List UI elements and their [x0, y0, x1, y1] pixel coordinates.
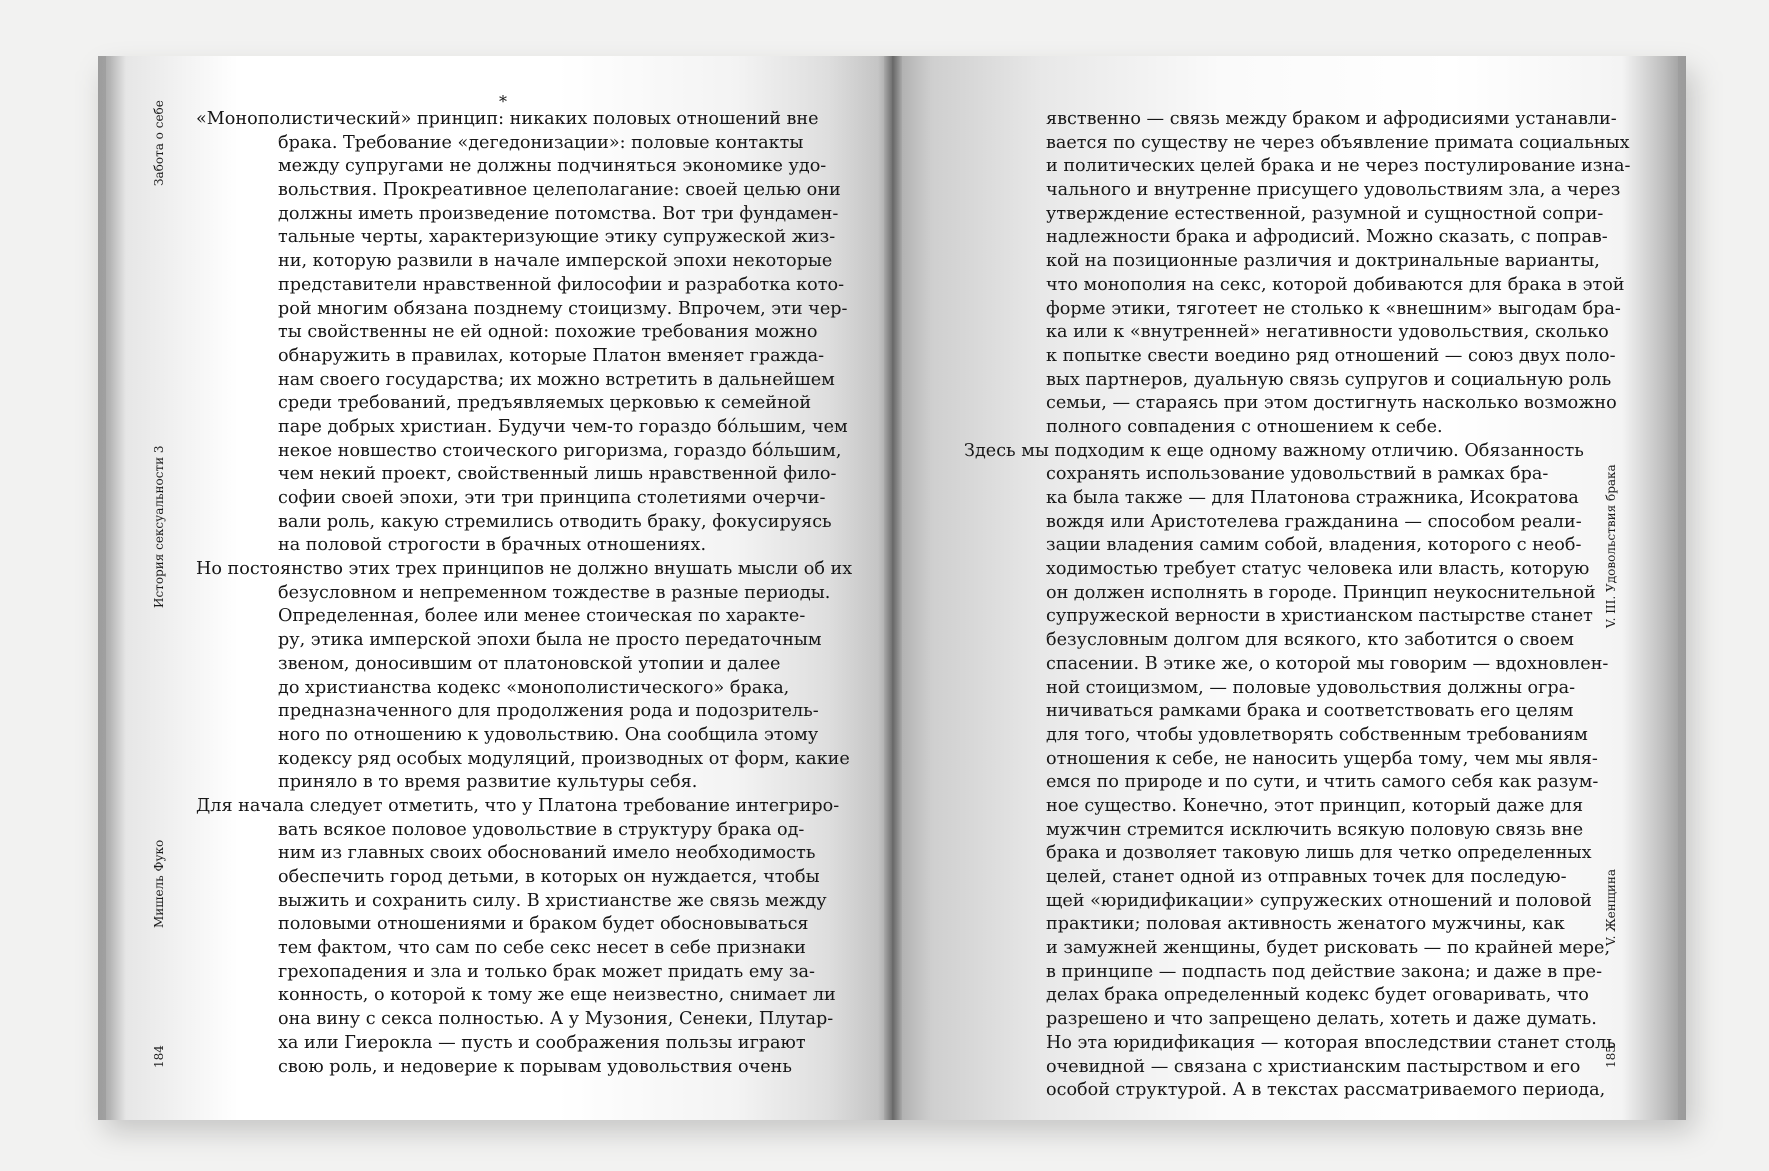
text-line: до христианства кодекс «монополистического» брака, [278, 677, 790, 698]
text-line: предназначенного для продолжения рода и подозритель- [278, 701, 819, 722]
text-line: между супругами не должны подчиняться экономике удо- [278, 156, 827, 177]
text-line: ное существо. Конечно, этот принцип, который даже для [1046, 795, 1584, 816]
right-running-header-part: V. Женщина [1604, 868, 1618, 946]
text-line: среди требований, предъявляемых церковью к семейной [278, 393, 812, 414]
text-line: чального и внутренне присущего удовольствиям зла, а через [1046, 180, 1621, 201]
left-running-header-author: Мишель Фуко [152, 839, 166, 928]
text-line: кой на позиционные различия и доктринальные варианты, [1046, 251, 1600, 272]
text-line: Но эта юридификация — которая впоследствии станет столь [1046, 1032, 1616, 1053]
text-line: разрешено и что запрещено делать, хотеть и даже думать. [1046, 1009, 1597, 1030]
left-page [98, 56, 892, 1120]
text-line: для того, чтобы удовлетворять собственным требованиям [1046, 724, 1588, 745]
text-line: и политических целей брака и не через постулирование изна- [1046, 156, 1631, 177]
text-line: особой структурой. А в текстах рассматриваемого периода, [1046, 1080, 1606, 1101]
left-page-number: 184 [152, 1045, 166, 1068]
right-page [892, 56, 1686, 1120]
text-line: зации владения самим собой, владения, которого с необ- [1046, 535, 1582, 556]
text-line: тем фактом, что сам по себе секс несет в себе признаки [278, 938, 806, 959]
text-line: утверждение естественной, разумной и сущностной сопри- [1046, 203, 1604, 224]
text-line: ной стоицизмом, — половые удовольствия должны огра- [1046, 677, 1576, 698]
text-line: кодексу ряд особых модуляций, производных от форм, какие [278, 748, 850, 769]
text-line: обеспечить город детьми, в которых он нуждается, чтобы [278, 867, 820, 887]
text-line: ты свойственны не ей одной: похожие требования можно [278, 322, 818, 343]
text-line: обнаружить в правилах, которые Платон вменяет гражда- [278, 345, 825, 366]
text-line: практики; половая активность женатого мужчины, как [1046, 914, 1565, 935]
text-line: софии своей эпохи, эти три принципа столетиями очерчи- [278, 488, 826, 508]
text-line: брака и дозволяет таковую лишь для четко определенных [1046, 843, 1592, 864]
text-line: вых партнеров, дуальную связь супругов и социальную роль [1046, 369, 1612, 390]
text-line: вается по существу не через объявление примата социальных [1046, 132, 1630, 153]
text-line: ни, которую развили в начале имперской эпохи некоторые [278, 251, 833, 272]
text-line: спасении. В этике же, о которой мы говорим — вдохновлен- [1046, 653, 1609, 674]
text-line: приняло в то время развитие культуры себя. [278, 772, 698, 793]
text-line: на половой строгости в брачных отношениях. [278, 535, 707, 556]
text-line: Для начала следует отметить, что у Платона требование интегриро- [196, 795, 840, 816]
text-line: целей, станет одной из отправных точек для последую- [1046, 867, 1567, 887]
text-line: Определенная, более или менее стоическая по характе- [278, 606, 806, 627]
text-line: сохранять использование удовольствий в рамках бра- [1046, 464, 1549, 485]
text-line: «Монополистический» принцип: никаких половых отношений вне [196, 109, 819, 129]
book-spine-gutter [884, 56, 902, 1120]
text-line: явственно — связь между браком и афродисиями устанавли- [1046, 109, 1617, 129]
text-line: полного совпадения с отношением к себе. [1046, 416, 1443, 437]
text-line: что монополия на секс, которой добиваются для брака в этой [1046, 274, 1625, 295]
text-line: некое новшество стоического ригоризма, гораздо бо́льшим, [278, 440, 842, 461]
text-line: делах брака определенный кодекс будет оговаривать, что [1046, 985, 1589, 1006]
text-line: очевидной — связана с христианским пастырством и его [1046, 1056, 1581, 1077]
left-running-header-series: История сексуальности 3 [152, 445, 166, 608]
text-line: безусловным долгом для всякого, кто заботится о своем [1046, 630, 1574, 651]
text-line: ка была также — для Платонова стражника, Исократова [1046, 488, 1579, 508]
text-line: щей «юридификации» супружеских отношений и половой [1046, 890, 1592, 911]
left-page-edges [98, 56, 106, 1120]
text-line: отношения к себе, не наносить ущерба тому, чем мы явля- [1046, 748, 1598, 769]
right-running-header-chapter: V. III. Удовольствия брака [1604, 464, 1618, 628]
text-line: Здесь мы подходим к еще одному важному отличию. Обязанность [964, 440, 1584, 461]
text-line: ка или к «внутренней» негативности удовольствия, сколько [1046, 322, 1609, 343]
text-line: нам своего государства; их можно встретить в дальнейшем [278, 369, 835, 390]
section-ornament: * [499, 92, 507, 111]
left-running-header-section: Забота о себе [152, 100, 166, 186]
text-line: половыми отношениями и браком будет обосновываться [278, 914, 809, 935]
text-line: супружеской верности в христианском пастырстве станет [1046, 606, 1593, 627]
text-line: ничиваться рамками брака и соответствовать его целям [1046, 701, 1574, 722]
text-line: грехопадения и зла и только брак может придать ему за- [278, 961, 815, 982]
text-line: ним из главных своих обоснований имело необходимость [278, 843, 816, 864]
text-line: тальные черты, характеризующие этику супружеской жиз- [278, 227, 836, 248]
text-line: чем некий проект, свойственный лишь нравственной фило- [278, 464, 837, 485]
right-body-text [964, 108, 1631, 1103]
text-line: безусловном и непременном тождестве в разные периоды. [278, 582, 831, 603]
left-body-text [196, 108, 852, 1079]
text-line: Но постоянство этих трех принципов не должно внушать мысли об их [196, 559, 853, 580]
text-line: к попытке свести воедино ряд отношений — союз двух поло- [1046, 345, 1616, 366]
text-line: паре добрых христиан. Будучи чем-то гораздо бо́льшим, чем [278, 416, 848, 437]
text-line: ру, этика имперской эпохи была не просто передаточным [278, 630, 822, 651]
right-page-number: 185 [1604, 1045, 1618, 1068]
text-line: семьи, — стараясь при этом достигнуть насколько возможно [1046, 393, 1617, 414]
text-line: вали роль, какую стремились отводить браку, фокусируясь [278, 511, 832, 532]
text-line: рой многим обязана позднему стоицизму. Впрочем, эти чер- [278, 298, 848, 319]
text-line: вать всякое половое удовольствие в структуру брака од- [278, 819, 805, 840]
text-line: и замужней женщины, будет рисковать — по крайней мере, [1046, 938, 1611, 959]
text-line: вождя или Аристотелева гражданина — способом реали- [1046, 511, 1582, 532]
text-line: она вину с секса полностью. А у Музония, Сенеки, Плутар- [278, 1009, 834, 1030]
text-line: емся по природе и по сути, и чтить самого себя как разум- [1046, 772, 1599, 793]
text-line: свою роль, и недоверие к порывам удовольствия очень [278, 1056, 792, 1077]
text-line: ного по отношению к удовольствию. Она сообщила этому [278, 724, 819, 745]
text-line: брака. Требование «дегедонизации»: половые контакты [278, 132, 804, 153]
text-line: в принципе — подпасть под действие закона; и даже в пре- [1046, 961, 1603, 982]
text-line: мужчин стремится исключить всякую половую связь вне [1046, 819, 1584, 840]
right-page-edges [1678, 56, 1686, 1120]
text-line: выжить и сохранить силу. В христианстве же связь между [278, 890, 827, 911]
text-line: форме этики, тяготеет не столько к «внешним» выгодам бра- [1046, 298, 1621, 319]
text-line: должны иметь произведение потомства. Вот три фундамен- [278, 203, 839, 224]
text-line: звеном, доносившим от платоновской утопии и далее [278, 653, 781, 674]
text-line: конность, о которой к тому же еще неизвестно, снимает ли [278, 985, 836, 1006]
text-line: представители нравственной философии и разработка кото- [278, 274, 845, 295]
text-line: ходимостью требует статус человека или власть, которую [1046, 559, 1590, 580]
text-line: он должен исполнять в городе. Принцип неукоснительной [1046, 582, 1596, 603]
text-line: ха или Гиерокла — пусть и соображения пользы играют [278, 1032, 806, 1053]
text-line: вольствия. Прокреативное целеполагание: своей целью они [278, 180, 841, 201]
text-line: надлежности брака и афродисий. Можно сказать, с поправ- [1046, 227, 1608, 248]
